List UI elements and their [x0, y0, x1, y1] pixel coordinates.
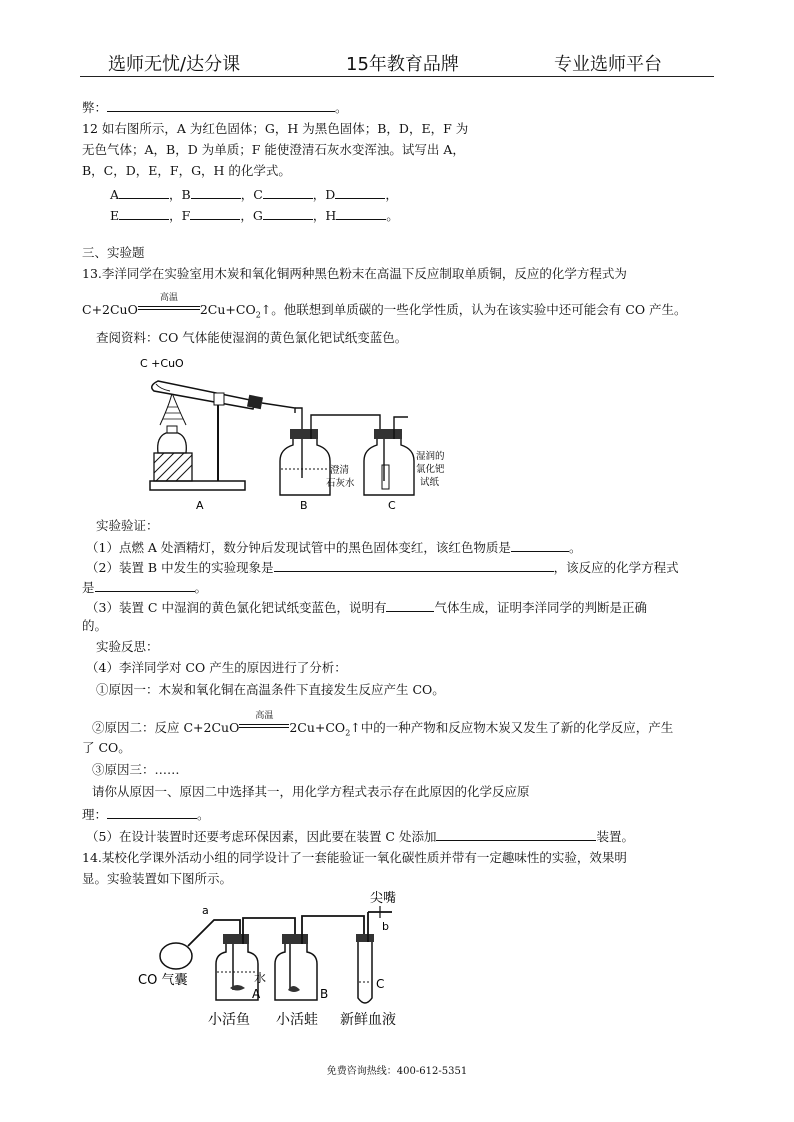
delivery-tube-1 — [262, 403, 295, 413]
q13-part5 — [86, 827, 634, 845]
q11-prefix: 弊： — [82, 100, 108, 115]
q13-equation-line — [82, 293, 687, 324]
part5-text: （5）在设计装置时还要考虑环保因素，因此要在装置 C 处添加 — [86, 829, 437, 844]
subscript-2: 2 — [345, 728, 351, 738]
answer-blank — [107, 98, 335, 112]
q11-tail — [82, 98, 348, 116]
label-c: ，C — [240, 187, 263, 202]
q12-answer-row1 — [110, 185, 398, 203]
stopper-a — [223, 934, 249, 944]
part5-end: 装置。 — [596, 829, 634, 844]
label-fish: 小活鱼 — [208, 1012, 250, 1028]
q13-part2 — [86, 558, 679, 576]
label-tube-c: C — [376, 977, 385, 991]
label-a: A — [110, 187, 120, 202]
q14-line1: 14.某校化学课外活动小组的同学设计了一套能验证一氧化碳性质并带有一定趣味性的实验，效果明 — [82, 850, 627, 865]
blank-part2b — [95, 578, 195, 592]
label-paper-2: 氯化钯 — [416, 464, 445, 475]
header-left: 选师无忧/达分课 — [108, 54, 241, 75]
section-heading: 三、实验题 — [82, 245, 145, 260]
label-f: ，F — [169, 208, 191, 223]
reaction-condition — [138, 293, 200, 314]
stand-base — [150, 481, 245, 490]
part2-text-b: ，该反应的化学方程式 — [553, 560, 679, 575]
part3-text-b: 气体生成，证明李洋同学的判断是正确 — [434, 600, 647, 615]
reason-2 — [92, 711, 674, 742]
blank-g — [263, 206, 313, 220]
reason2-b: 2Cu+CO — [289, 720, 346, 735]
blank-part2a — [274, 558, 554, 572]
label-limewater-1: 澄清 — [330, 465, 350, 476]
clamp — [214, 393, 224, 405]
period: 。 — [386, 208, 399, 223]
page-header — [80, 50, 714, 77]
reflect-heading: 实验反思： — [96, 639, 159, 654]
header-right: 专业选师平台 — [554, 54, 662, 75]
blank-d — [335, 185, 385, 199]
blank-b — [191, 185, 241, 199]
q11-suffix: 。 — [335, 100, 348, 115]
reason-2-cont: 了 CO。 — [82, 740, 131, 755]
label-a-port: a — [202, 904, 209, 917]
blank-a — [119, 185, 169, 199]
q13-info: 查阅资料：CO 气体能使湿润的黄色氯化钯试纸变蓝色。 — [96, 330, 408, 345]
label-paper-1: 湿润的 — [416, 451, 445, 462]
subscript: 2 — [255, 310, 261, 320]
part2-end: 。 — [194, 580, 208, 595]
stopper-b — [290, 429, 318, 439]
footer-hotline: 免费咨询热线：400-612-5351 — [326, 1066, 468, 1077]
alcohol-lamp — [158, 433, 187, 453]
ask-line: 请你从原因一、原因二中选择其一，用化学方程式表示存在此原因的化学反应原 — [92, 784, 530, 799]
blank-part1 — [511, 538, 569, 552]
label-g: ，G — [240, 208, 263, 223]
label-bottle-b: B — [320, 987, 329, 1001]
ask2-b: 。 — [197, 807, 210, 822]
label-co-bag: CO 气囊 — [138, 973, 188, 988]
eq-tail: ↑。他联想到单质碳的一些化学性质，认为在该实验中还可能会有 CO 产生。 — [260, 302, 687, 317]
label-b: B — [300, 499, 308, 512]
header-center: 15年教育品牌 — [346, 54, 459, 75]
label-reactants: C +CuO — [140, 357, 184, 370]
reason2-c: ↑中的一种产物和反应物木炭又发生了新的化学反应，产生 — [350, 720, 674, 735]
test-tube — [152, 381, 255, 409]
label-e: E — [110, 208, 120, 223]
blank-part3 — [386, 598, 434, 612]
reason2-a: ②原因二：反应 C+2CuO — [92, 720, 240, 735]
q13-part3-cont: 的。 — [82, 618, 108, 633]
blank-ask — [107, 805, 197, 819]
label-limewater-2: 石灰水 — [326, 478, 355, 489]
part1-end: 。 — [568, 540, 582, 555]
q12-line3: B，C，D，E，F，G，H 的化学式。 — [82, 163, 291, 178]
stopper-c — [374, 429, 402, 439]
eq-left: C+2CuO — [82, 302, 138, 317]
blank-f — [190, 206, 240, 220]
co-gas-bag — [160, 943, 192, 969]
label-a: A — [196, 499, 204, 512]
label-nozzle: 尖嘴 — [370, 891, 397, 906]
part3-text: （3）装置 C 中湿润的黄色氯化钯试纸变蓝色，说明有 — [86, 600, 387, 615]
label-water: 水 — [254, 971, 267, 985]
comma: ， — [385, 187, 398, 202]
part2-text: （2）装置 B 中发生的实验现象是 — [86, 560, 274, 575]
q13-part4: （4）李洋同学对 CO 产生的原因进行了分析： — [86, 660, 347, 675]
label-b: ，B — [169, 187, 191, 202]
q12-line2: 无色气体；A，B，D 为单质；F 能使澄清石灰水变浑浊。试写出 A， — [82, 142, 465, 157]
bottle-b — [280, 439, 330, 495]
flame — [160, 393, 186, 425]
label-b-port: b — [382, 920, 389, 933]
tube-c — [358, 942, 372, 1003]
stopper-c2 — [356, 934, 374, 942]
condition-label: 高温 — [159, 293, 178, 303]
label-c: C — [388, 499, 396, 512]
blank-c — [263, 185, 313, 199]
apparatus-figure-1 — [130, 353, 470, 515]
q14-line2: 显。实验装置如下图所示。 — [82, 871, 233, 886]
q13-part1 — [86, 538, 581, 556]
label-paper-3: 试纸 — [420, 477, 440, 488]
ask2-a: 理： — [82, 807, 108, 822]
reaction-condition-2 — [239, 711, 289, 732]
q13-line1: 13.李洋同学在实验室用木炭和氧化铜两种黑色粉末在高温下反应制取单质铜，反应的化学方程式为 — [82, 266, 627, 281]
blank-h — [336, 206, 386, 220]
stopper-b2 — [282, 934, 308, 944]
label-frog: 小活蛙 — [276, 1012, 318, 1028]
ask-line-2 — [82, 805, 210, 823]
label-blood: 新鲜血液 — [340, 1012, 396, 1028]
verify-heading: 实验验证： — [96, 518, 159, 533]
delivery-tube-2 — [311, 415, 380, 439]
reason-1: ①原因一：木炭和氧化铜在高温条件下直接发生反应产生 CO。 — [96, 682, 445, 697]
q12-line1: 12 如右图所示，A 为红色固体；G，H 为黑色固体；B，D，E，F 为 — [82, 121, 469, 136]
label-h: ，H — [312, 208, 337, 223]
label-d: ，D — [312, 187, 336, 202]
label-bottle-a: A — [252, 987, 261, 1001]
q12-answer-row2 — [110, 206, 399, 224]
part2-text-c: 是 — [82, 580, 95, 595]
condition-label-2: 高温 — [255, 711, 274, 721]
eq-right: 2Cu+CO — [199, 302, 256, 317]
part1-text: （1）点燃 A 处酒精灯，数分钟后发现试管中的黑色固体变红，该红色物质是 — [86, 540, 511, 555]
blank-e — [119, 206, 169, 220]
reason-3: ③原因三：…… — [92, 762, 180, 777]
q13-part3 — [86, 598, 647, 616]
blank-part5 — [436, 827, 596, 841]
q13-part2-cont — [82, 578, 207, 596]
apparatus-figure-2 — [130, 890, 420, 1035]
